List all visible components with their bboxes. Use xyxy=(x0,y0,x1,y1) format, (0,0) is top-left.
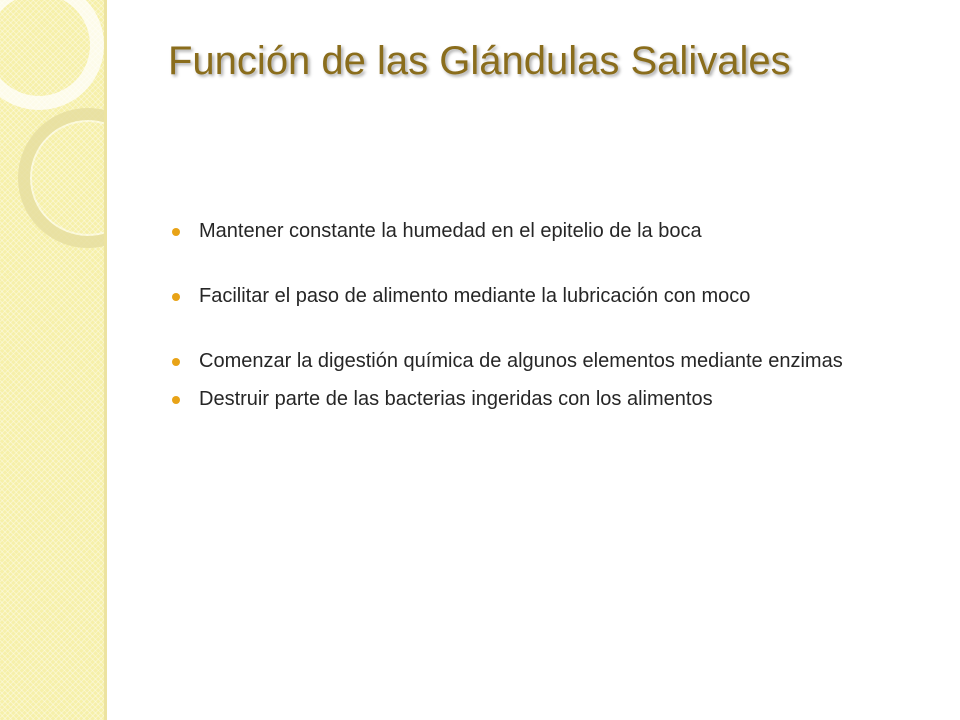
decorative-side-panel xyxy=(0,0,106,720)
bullet-item: Comenzar la digestión química de algunos elementos mediante enzimas xyxy=(172,348,892,375)
side-panel-edge xyxy=(104,0,107,720)
bullet-item: Destruir parte de las bacterias ingeridas con los alimentos xyxy=(172,386,892,413)
bullet-list xyxy=(172,218,892,413)
bullet-item: Mantener constante la humedad en el epitelio de la boca xyxy=(172,218,892,245)
slide-title: Función de las Glándulas Salivales xyxy=(168,39,791,83)
decorative-ring-top xyxy=(0,0,104,110)
bullet-item: Facilitar el paso de alimento mediante la lubricación con moco xyxy=(172,283,892,310)
decorative-ring-bottom xyxy=(18,108,106,248)
